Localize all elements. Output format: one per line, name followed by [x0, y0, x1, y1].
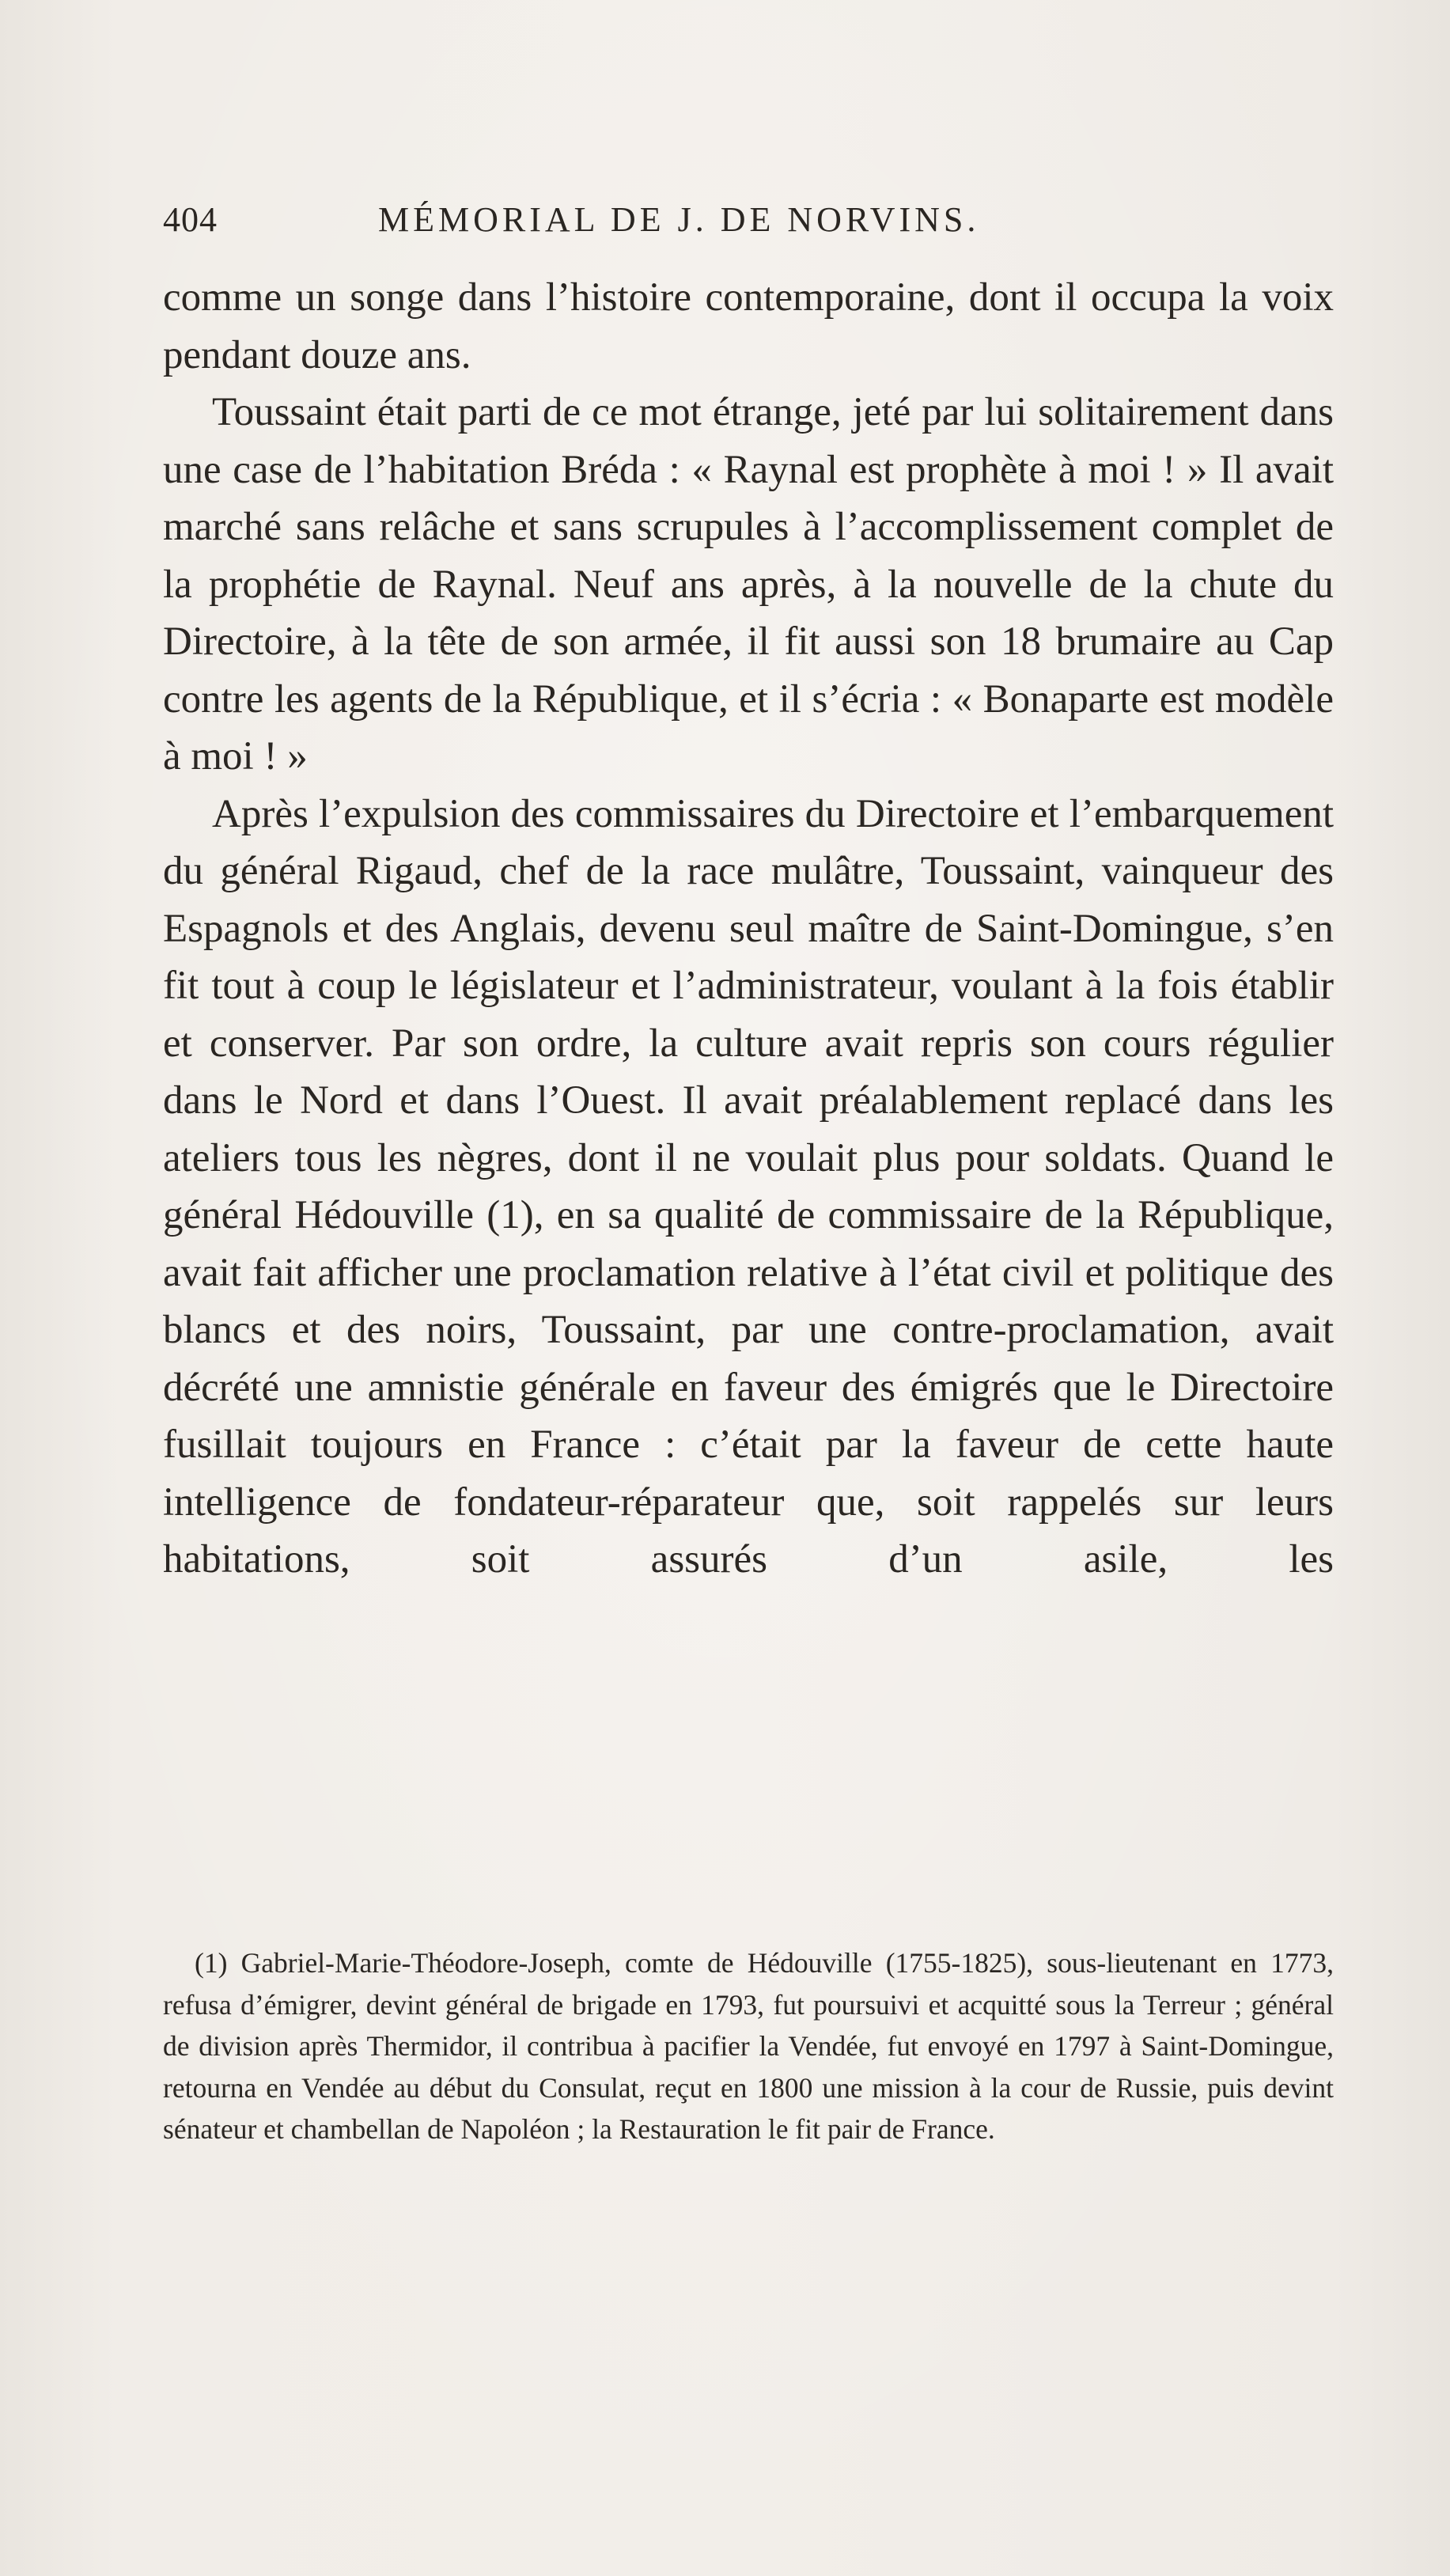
- paragraph-toussaint-raynal: Toussaint était parti de ce mot étrange, jeté par lui solitairement dans une case de l’habitation Bréda : « Raynal est prophète à moi ! » Il avait marché sans relâche et sans scrupules à l’accomplissement complet de la prophétie de Raynal. Neuf ans après, à la nouvelle de la chute du Directoire, à la tête de son armée, il fit aussi son 18 brumaire au Cap contre les agents de la République, et il s’écria : « Bonaparte est modèle à moi ! »: [163, 390, 1334, 778]
- main-text: [163, 269, 1334, 1589]
- paragraph-continued: comme un songe dans l’histoire contemporaine, dont il occupa la voix pendant douze ans.: [163, 275, 1334, 377]
- running-title: MÉMORIAL DE J. DE NORVINS.: [378, 200, 980, 239]
- running-head: [163, 199, 1334, 255]
- page-number: 404: [163, 200, 218, 239]
- footnote-hedouville: (1) Gabriel-Marie-Théodore-Joseph, comte de Hédouville (1755-1825), sous-lieutenant en 1773, refusa d’émigrer, devint général de brigade en 1793, fut poursuivi et acquitté sous la Terreur ; général de division après Thermidor, il contribua à pacifier la Vendée, fut envoyé en 1797 à Saint-Domingue, retourna en Vendée au début du Consulat, reçut en 1800 une mission à la cour de Russie, puis devint sénateur et chambellan de Napoléon ; la Restauration le fit pair de France.: [163, 1947, 1334, 2145]
- paragraph-after-expulsion: Après l’expulsion des commissaires du Directoire et l’embarquement du général Rigaud, chef de la race mulâtre, Toussaint, vainqueur des Espagnols et des Anglais, devenu seul maître de Saint-Domingue, s’en fit tout à coup le législateur et l’administrateur, voulant à la fois établir et conserver. Par son ordre, la culture avait repris son cours régulier dans le Nord et dans l’Ouest. Il avait préalablement replacé dans les ateliers tous les nègres, dont il ne voulait plus pour soldats. Quand le général Hédouville (1), en sa qualité de commissaire de la République, avait fait afficher une proclamation relative à l’état civil et politique des blancs et des noirs, Toussaint, par une contre-proclamation, avait décrété une amnistie générale en faveur des émigrés que le Directoire fusillait toujours en France : c’était par la faveur de cette haute intelligence de fondateur-réparateur que, soit rappelés sur leurs habitations, soit assurés d’un asile, les: [163, 791, 1334, 1582]
- footnote: [163, 1942, 1334, 2150]
